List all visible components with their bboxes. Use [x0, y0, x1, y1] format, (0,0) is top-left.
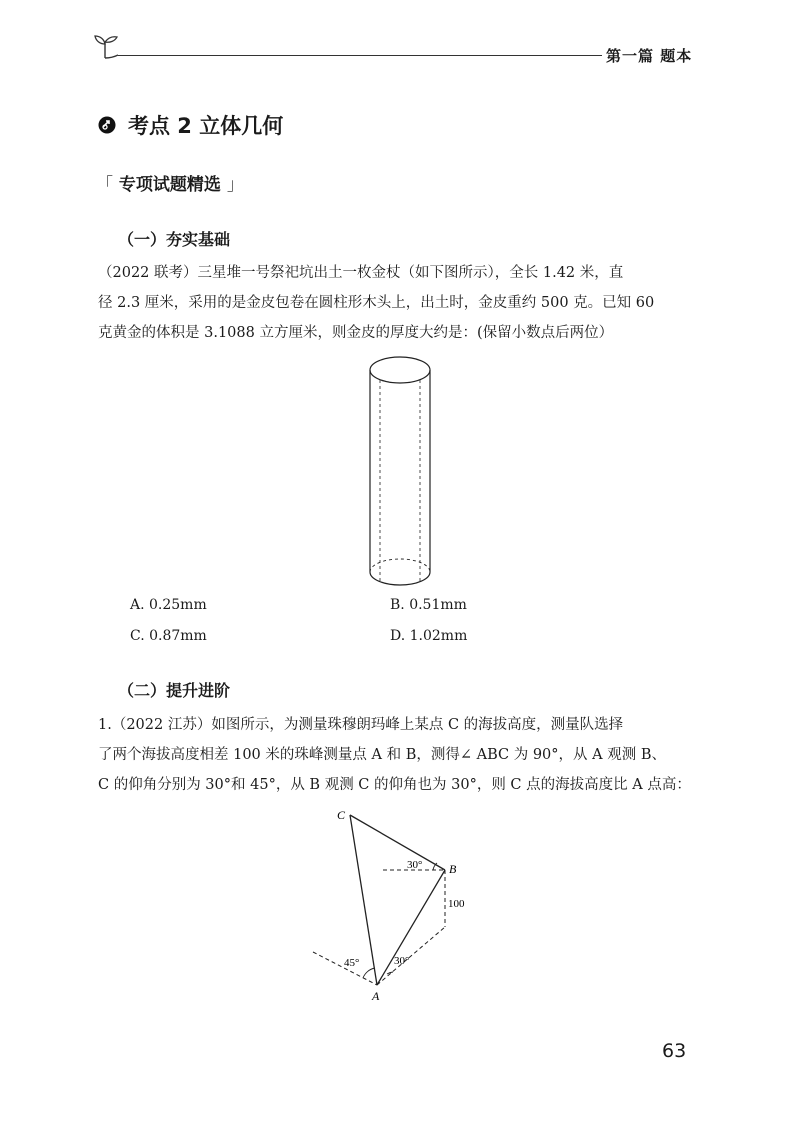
label-a: A	[372, 989, 380, 1003]
label-b: B	[449, 862, 457, 876]
section-title	[98, 110, 283, 140]
header-rule-end	[588, 55, 602, 56]
cylinder-bottom-back	[370, 559, 430, 572]
bullet-icon	[98, 116, 116, 134]
label-angle-b: 30°	[407, 859, 423, 871]
option-a: A. 0.25mm	[130, 597, 207, 613]
part1-heading: （一）夯实基础	[118, 230, 231, 249]
angle-arc-45	[363, 968, 375, 978]
cylinder-bottom-front	[370, 572, 430, 585]
question-line: 径 2.3 厘米，采用的是金皮包卷在圆柱形木头上，出土时，金皮重约 500 克。已知 60	[98, 295, 655, 311]
sub-heading-label: 专项试题精选	[118, 175, 221, 195]
header-title: 第一篇 题本	[606, 47, 693, 65]
cylinder-figure	[360, 350, 440, 595]
question-line: 了两个海拔高度相差 100 米的珠峰测量点 A 和 B，测得∠ ABC 为 90°，从 A 观测 B、	[98, 747, 666, 763]
sprout-icon	[90, 30, 120, 60]
label-c: C	[337, 808, 346, 822]
cylinder-top	[370, 357, 430, 383]
header-rule	[118, 55, 588, 56]
label-height: 100	[448, 898, 465, 910]
line-ba	[377, 870, 445, 985]
part1-question	[98, 258, 698, 348]
sub-heading-open: 「	[96, 175, 113, 195]
option-d: D. 1.02mm	[390, 628, 468, 644]
line-a-foot	[377, 927, 445, 985]
section-title-text: 考点 2 立体几何	[128, 114, 284, 138]
page-number: 63	[662, 1040, 687, 1062]
question-line: C 的仰角分别为 30°和 45°，从 B 观测 C 的仰角也为 30°，则 C 点的海拔高度比 A 点高：	[98, 777, 691, 793]
line-cb	[350, 815, 445, 870]
option-b: B. 0.51mm	[390, 597, 467, 613]
part2-question	[98, 710, 698, 800]
sub-heading-close: 」	[226, 175, 244, 195]
sub-heading	[96, 170, 244, 195]
triangle-figure	[305, 800, 485, 1015]
option-c: C. 0.87mm	[130, 628, 207, 644]
label-angle-45: 45°	[344, 957, 360, 969]
label-angle-30: 30°	[394, 955, 410, 967]
part2-heading: （二）提升进阶	[118, 681, 231, 700]
question-line: 克黄金的体积是 3.1088 立方厘米，则金皮的厚度大约是：(保留小数点后两位）	[98, 325, 614, 341]
question-line: （2022 联考）三星堆一号祭祀坑出土一枚金杖（如下图所示），全长 1.42 米，直	[98, 265, 624, 281]
question-line: 1.（2022 江苏）如图所示，为测量珠穆朗玛峰上某点 C 的海拔高度，测量队选择	[98, 717, 624, 733]
